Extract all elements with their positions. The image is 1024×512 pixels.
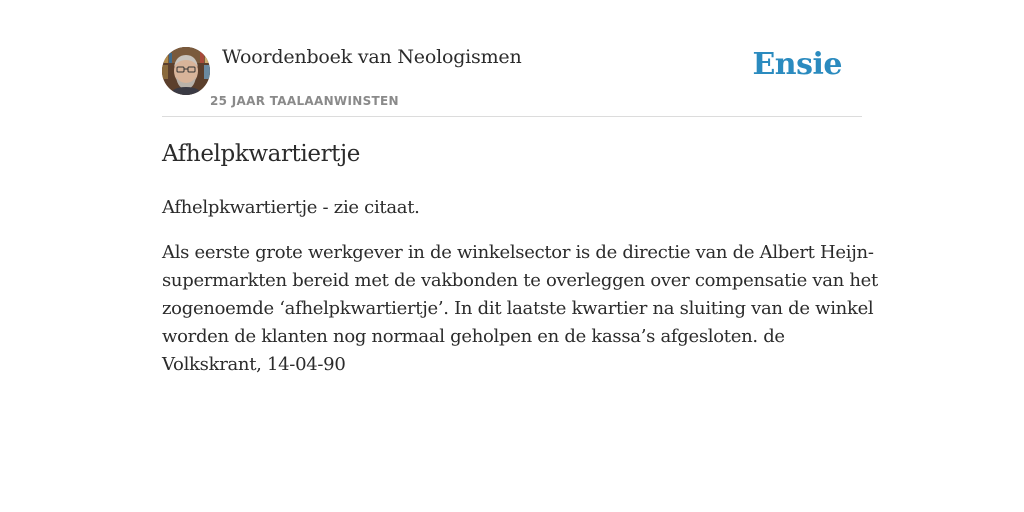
citation-line: Als eerste grote werkgever in de winkelsector is de directie van de Albert Heijn- [162, 242, 874, 263]
site-header [162, 0, 862, 117]
citation-line: supermarkten bereid met de vakbonden te overleggen over compensatie van het [162, 270, 878, 291]
citation-line: Volkskrant, 14-04-90 [162, 354, 346, 375]
author-portrait-icon [162, 47, 210, 95]
author-avatar[interactable] [162, 47, 210, 95]
site-subtitle: 25 JAAR TAALAANWINSTEN [210, 94, 399, 108]
ensie-logo-link[interactable]: Ensie [752, 47, 842, 82]
citation-line: zogenoemde ‘afhelpkwartiertje’. In dit laatste kwartier na sluiting van de winkel [162, 298, 874, 319]
entry-title: Afhelpkwartiertje [162, 141, 360, 167]
entry-definition: Afhelpkwartiertje - zie citaat. [162, 197, 420, 218]
site-title[interactable]: Woordenboek van Neologismen [222, 46, 522, 68]
entry-citation [162, 239, 878, 379]
citation-line: worden de klanten nog normaal geholpen en de kassa’s afgesloten. de [162, 326, 785, 347]
page-container [162, 0, 878, 375]
